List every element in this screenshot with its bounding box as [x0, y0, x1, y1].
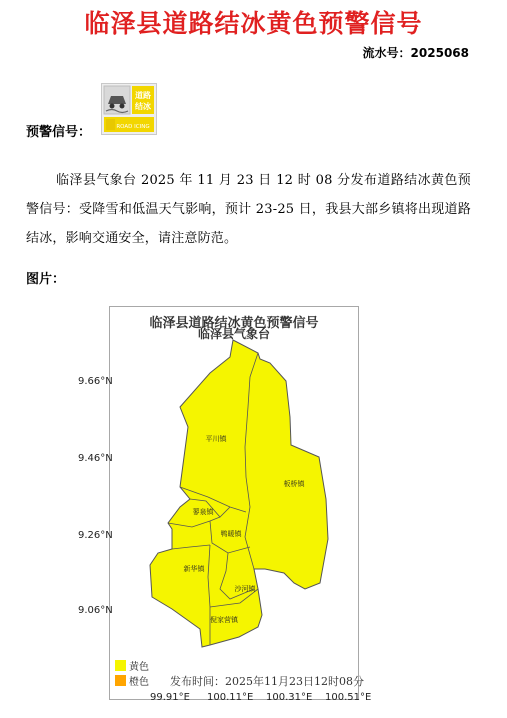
town-label: 鸭暖镇 — [220, 530, 242, 538]
lon-label: 100.31°E — [266, 692, 313, 703]
lat-label: 9.66°N — [78, 376, 113, 387]
town-label: 板桥镇 — [283, 480, 305, 488]
lat-label: 9.46°N — [78, 453, 113, 464]
serial-number: 流水号：2025068 — [362, 46, 469, 60]
lon-label: 100.51°E — [325, 692, 372, 703]
town-label: 平川镇 — [205, 435, 227, 443]
warning-body-text: 临泽县气象台 2025 年 11 月 23 日 12 时 08 分发布道路结冰黄色预警信号：受降雪和低温天气影响，预计 23-25 日，我县大部乡镇将出现道路结冰，影响交通安全，请注意防范。 — [26, 173, 471, 246]
picture-label: 图片： — [26, 272, 66, 287]
legend-swatch-yellow — [115, 660, 126, 671]
town-label: 倪家营镇 — [210, 616, 238, 624]
icon-text-1: 道路 — [135, 91, 151, 100]
legend-swatch-orange — [115, 675, 126, 686]
town-label: 沙河镇 — [234, 585, 256, 593]
county-outline — [150, 340, 328, 647]
icon-text-bottom: ROAD ICING — [116, 124, 150, 130]
lat-label: 9.26°N — [78, 530, 113, 541]
legend-label: 黄色 — [129, 662, 149, 673]
lat-label: 9.06°N — [78, 605, 113, 616]
map-frame — [109, 306, 359, 700]
page-title: 临泽县道路结冰黄色预警信号 — [84, 9, 423, 38]
county-map — [110, 307, 358, 699]
lon-label: 99.91°E — [150, 692, 190, 703]
town-label: 蓼泉镇 — [192, 508, 214, 516]
lon-label: 100.11°E — [207, 692, 254, 703]
map-subtitle: 临泽县气象台 — [197, 327, 270, 341]
town-label: 新华镇 — [183, 565, 205, 573]
release-time: 发布时间：2025年11月23日12时08分 — [170, 675, 364, 688]
legend-item-orange — [115, 673, 149, 688]
legend-label: 橙色 — [129, 677, 149, 688]
road-icing-yellow-warning-icon — [101, 83, 157, 135]
icon-text-2: 结冰 — [135, 102, 151, 111]
legend-item-yellow — [115, 658, 149, 673]
map-title: 临泽县道路结冰黄色预警信号 — [149, 316, 319, 331]
signal-label: 预警信号： — [26, 125, 92, 140]
